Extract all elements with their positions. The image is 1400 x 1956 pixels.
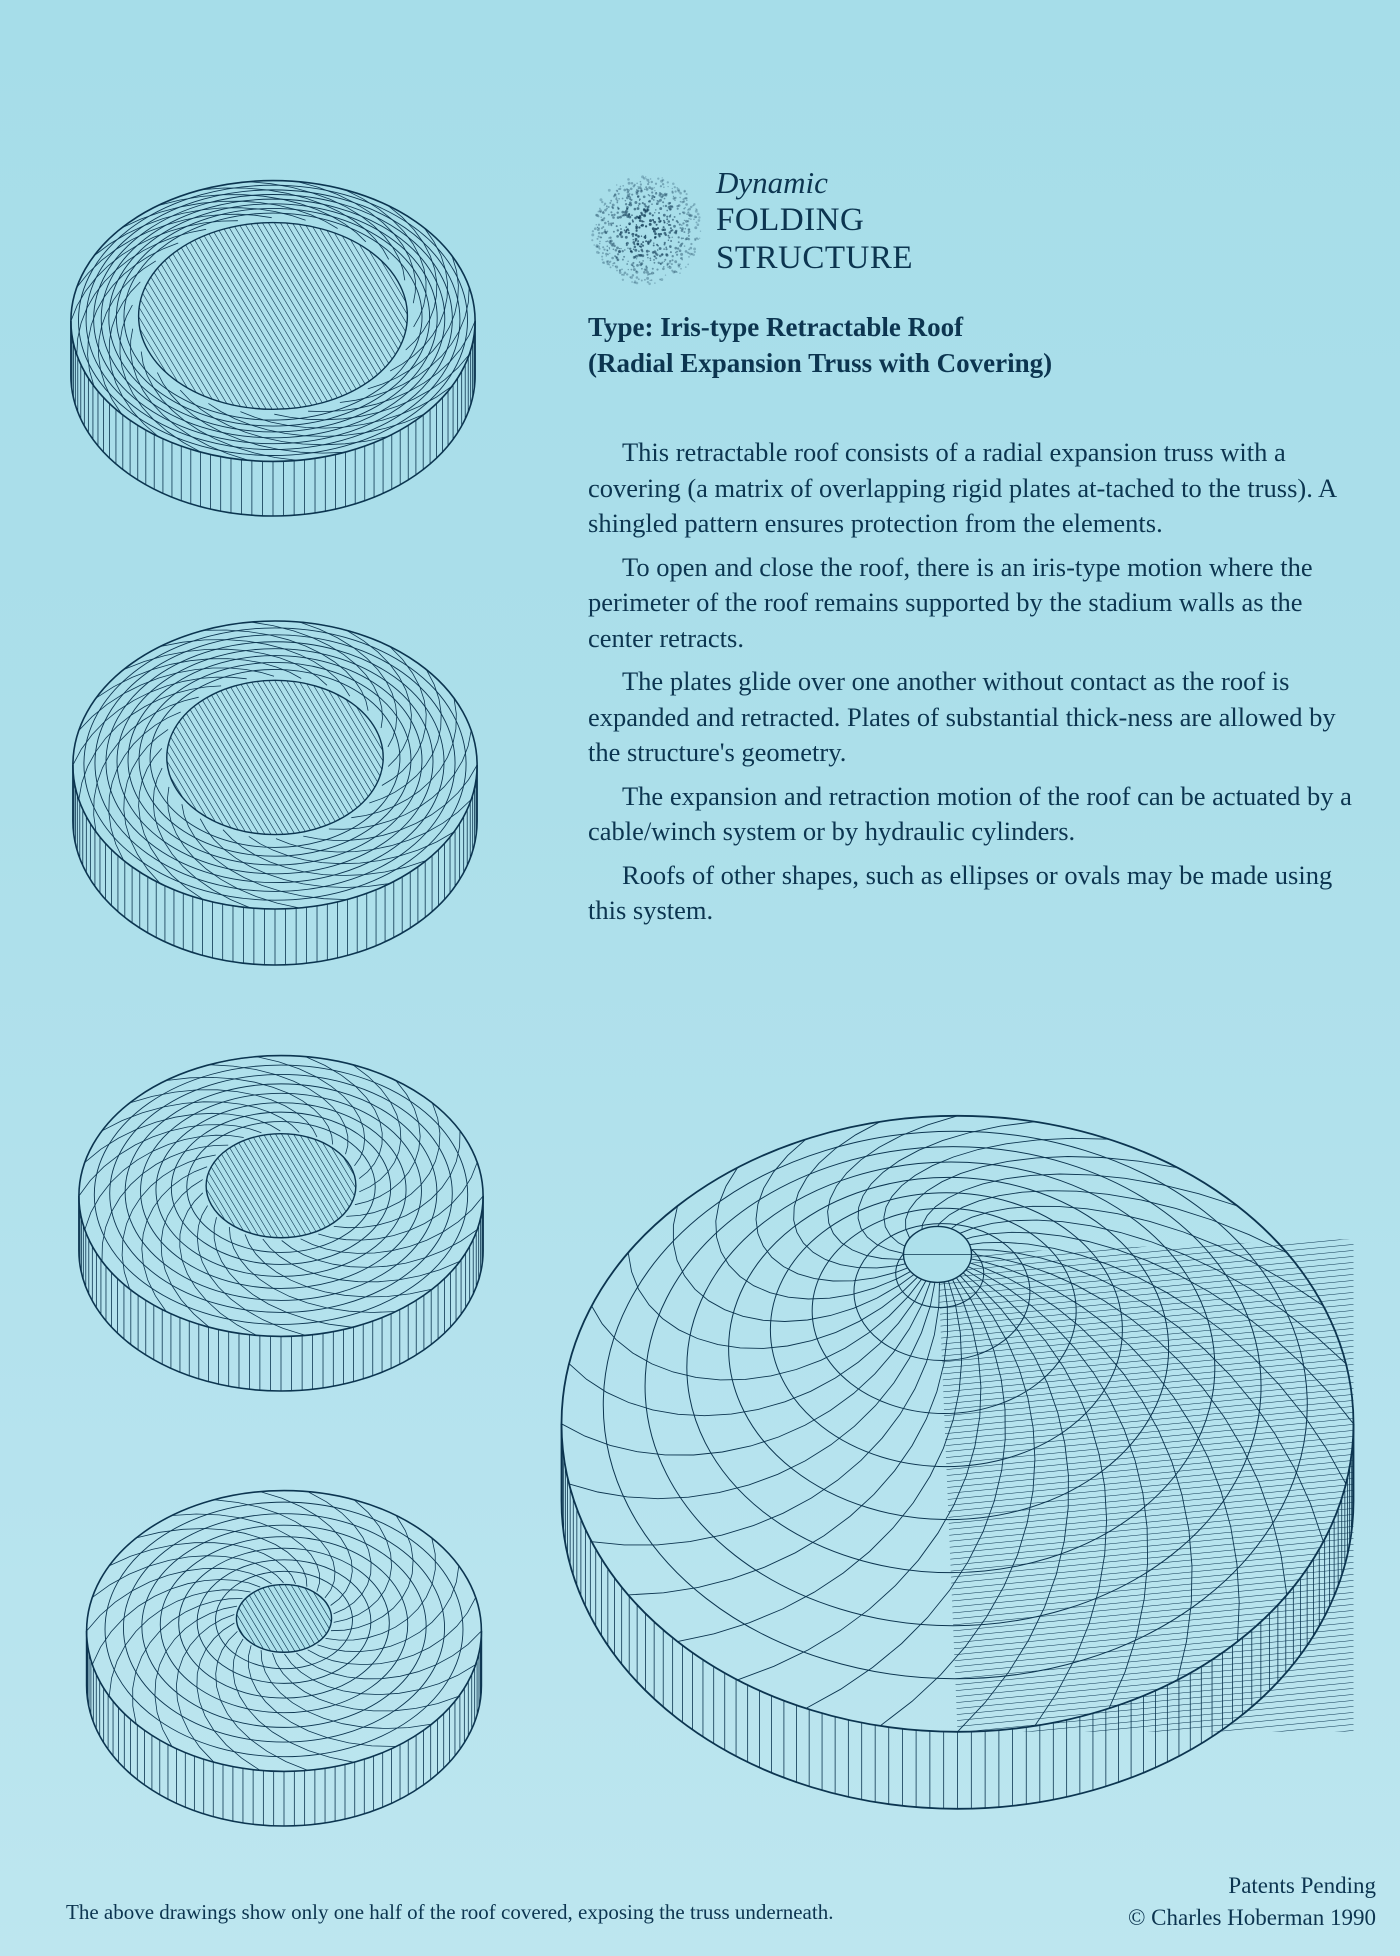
sphere-logo-icon <box>586 170 706 290</box>
roof-drawing-mostly-closed <box>66 1040 496 1430</box>
roof-drawing-closed-large <box>545 1085 1370 1855</box>
roof-drawing-closed-large-svg <box>545 1085 1370 1855</box>
type-line-2: (Radial Expansion Truss with Covering) <box>588 347 1053 378</box>
sphere-logo-dots <box>591 175 701 285</box>
paragraph-1: This retractable roof consists of a radial expansion truss with a covering (a matrix of overlapping rigid plates at-tached to the truss). A shingled pattern ensures protection from the elements. <box>588 437 1336 538</box>
drawing-caption: The above drawings show only one half of the roof covered, exposing the truss underneath. <box>66 1900 834 1924</box>
roof-3-lines <box>79 1056 488 1391</box>
patent-notice <box>1128 1870 1376 1934</box>
roof-drawing-mostly-closed-svg <box>66 1040 496 1430</box>
roof-2-lines <box>60 621 490 965</box>
roof-drawing-partly-closed-svg <box>60 605 490 1005</box>
paragraph-4: The expansion and retraction motion of the roof can be actuated by a cable/winch system or by hydraulic cylinders. <box>588 780 1352 846</box>
paragraph-3: The plates glide over one another without contact as the roof is expanded and retracted. Plates of substantial thick-ness are allowed by the structure's geometry. <box>588 666 1336 767</box>
roof-1-lines <box>58 181 488 516</box>
title-dynamic: Dynamic <box>716 165 828 200</box>
roof-large-lines <box>562 1116 1354 1855</box>
roof-drawing-nearly-closed-svg <box>74 1475 494 1865</box>
type-heading <box>588 310 1052 382</box>
roof-drawing-open-svg <box>58 165 488 555</box>
patents-pending: Patents Pending <box>1228 1873 1376 1898</box>
type-line-1: Type: Iris-type Retractable Roof <box>588 312 964 342</box>
paragraph-2: To open and close the roof, there is an iris-type motion where the perimeter of the roof remains supported by the stadium walls as the center retracts. <box>588 551 1313 653</box>
roof-drawing-open <box>58 165 488 555</box>
title-structure: STRUCTURE <box>716 240 914 277</box>
title-block <box>716 165 913 277</box>
copyright: © Charles Hoberman 1990 <box>1127 1905 1376 1931</box>
paragraph-5: Roofs of other shapes, such as ellipses or ovals may be made using this system. <box>588 859 1333 925</box>
roof-drawing-nearly-closed <box>74 1475 494 1865</box>
roof-drawing-partly-closed <box>60 605 490 1005</box>
roof-4-lines <box>87 1491 482 1826</box>
title-folding: FOLDING <box>716 201 865 238</box>
description <box>588 435 1368 937</box>
